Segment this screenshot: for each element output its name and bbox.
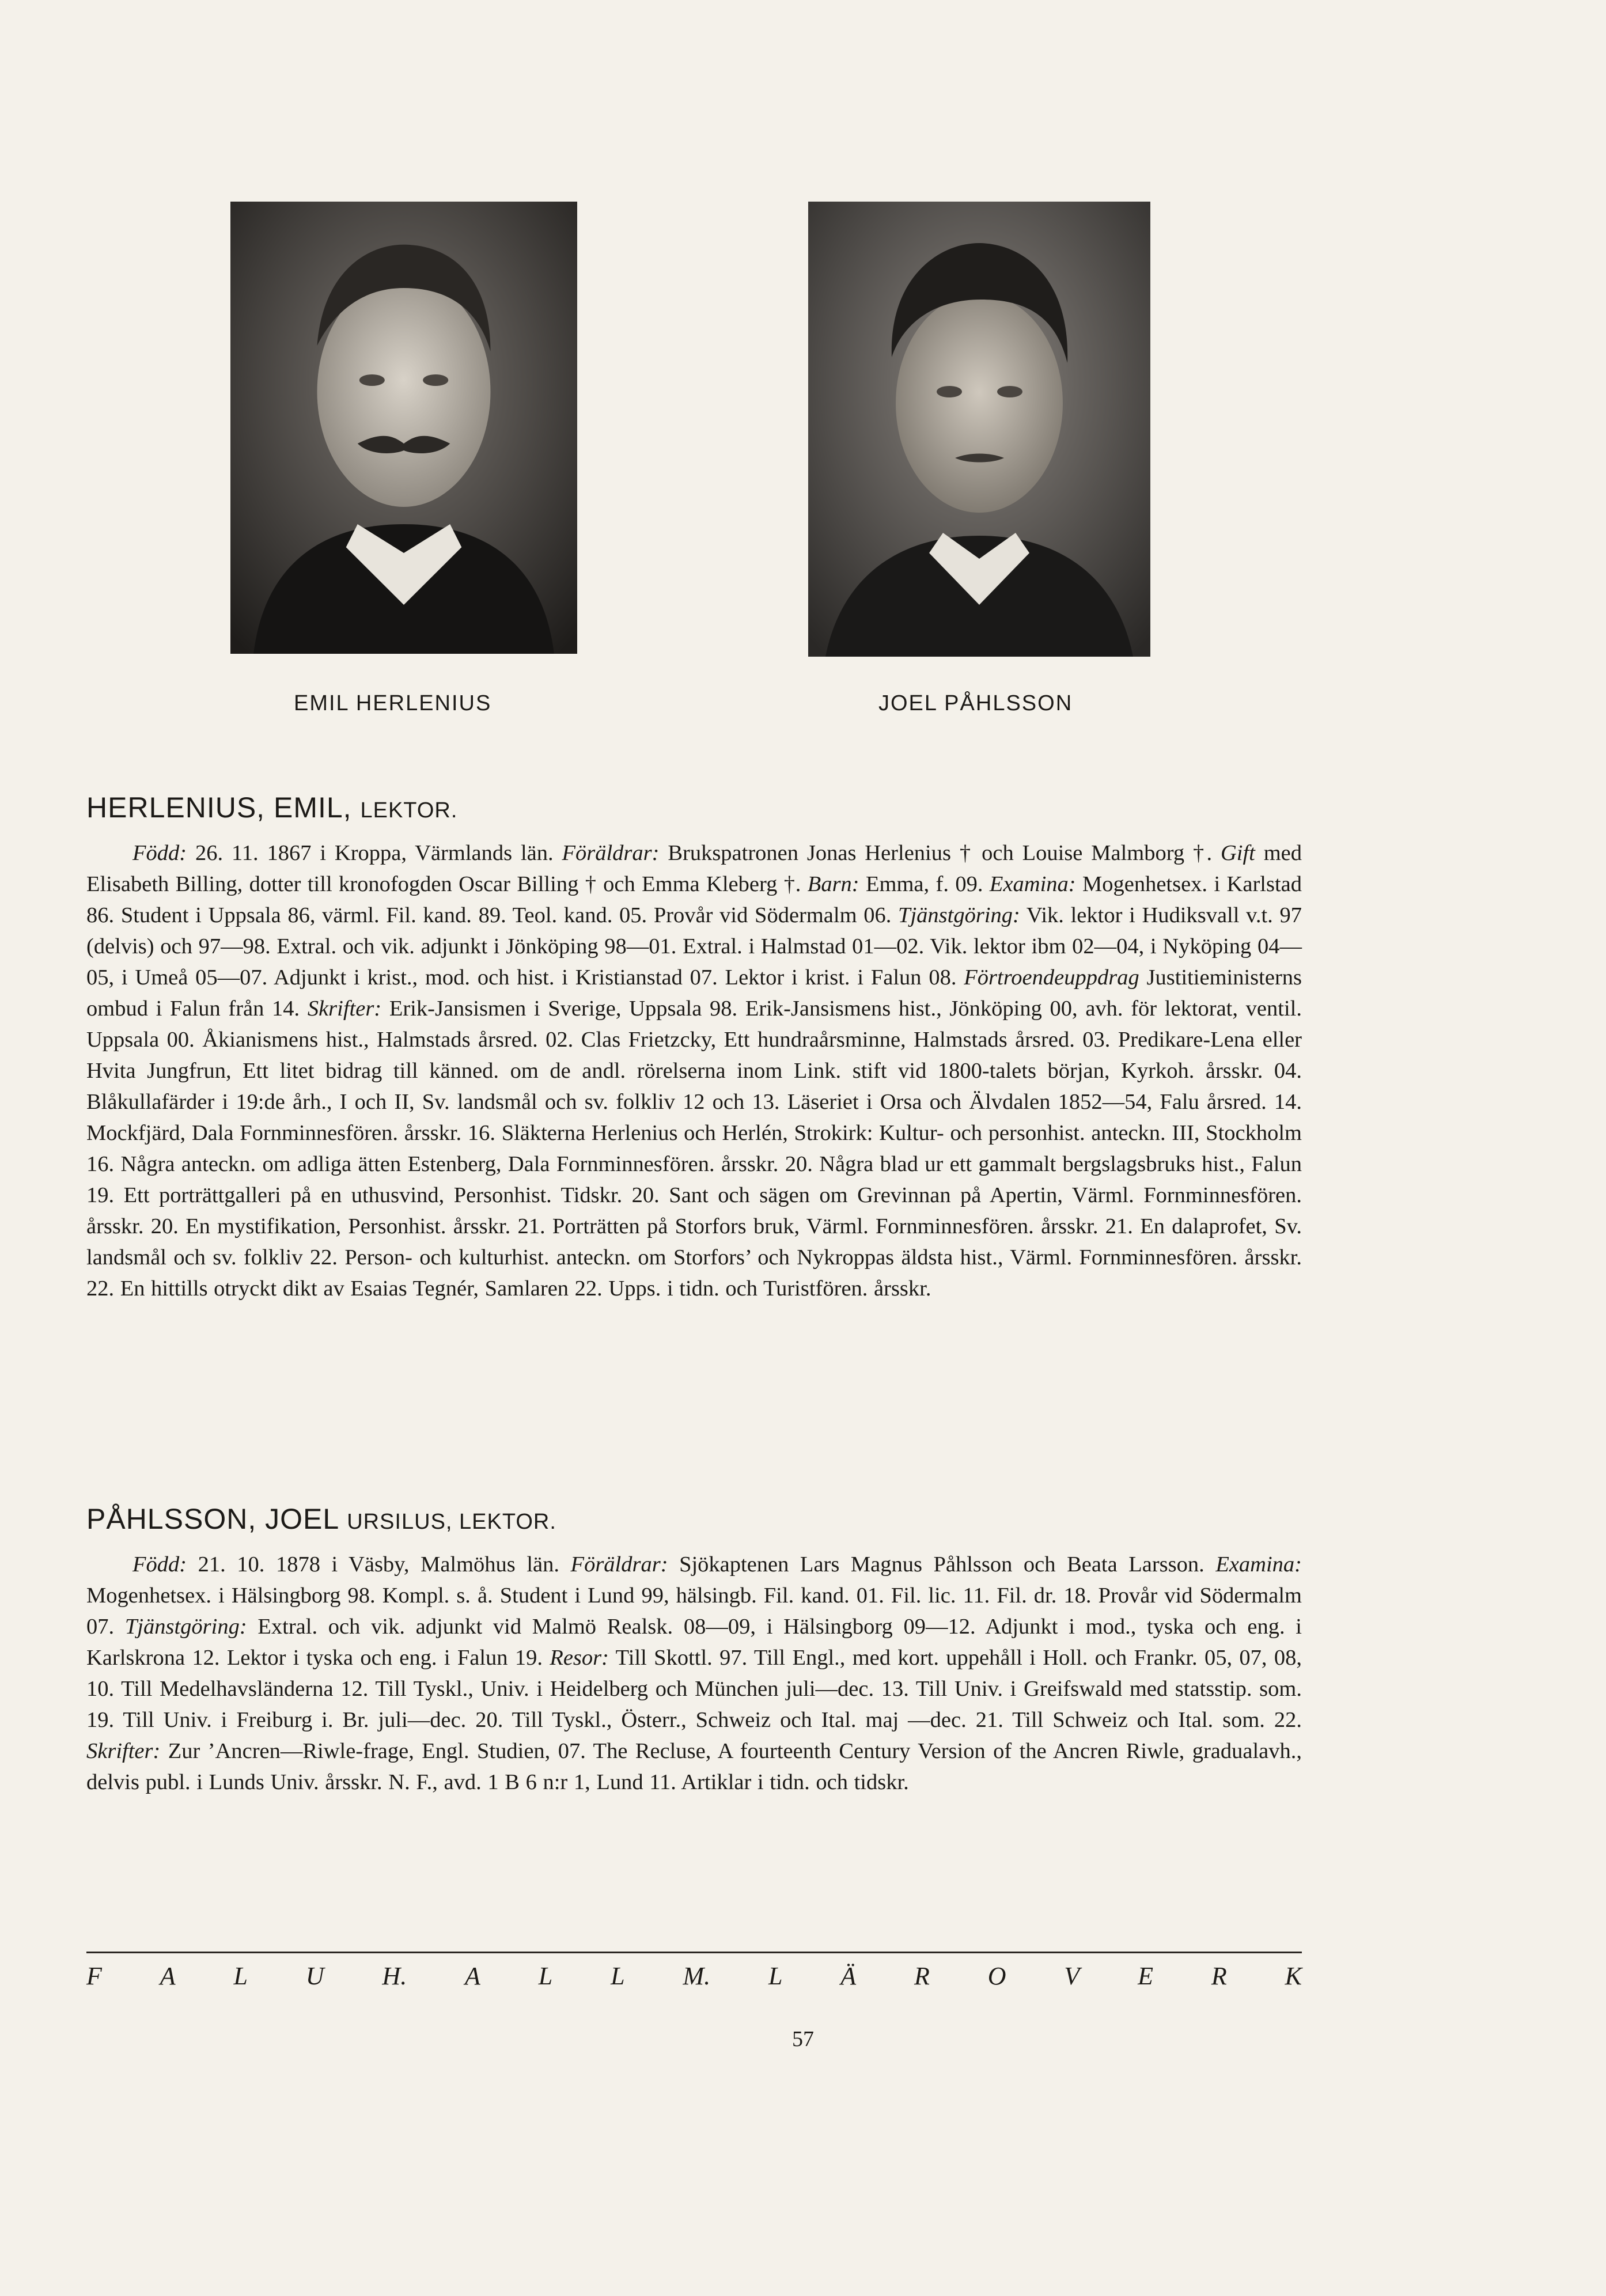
footer-letter: L (768, 1962, 783, 1990)
field-label: Tjänstgöring: (898, 903, 1020, 927)
footer-letter: H. (382, 1962, 407, 1990)
footer-letter: Ä (840, 1962, 857, 1990)
footer-letter: L (233, 1962, 248, 1990)
entry-body (86, 1549, 1302, 1798)
field-label: Resor: (550, 1646, 609, 1670)
biography-entry-herlenius (86, 792, 1302, 1304)
entry-title: URSILUS, LEKTOR. (347, 1510, 556, 1534)
running-footer-title (86, 1961, 1302, 1991)
footer-letter: K (1285, 1962, 1302, 1990)
portrait-photo-herlenius (230, 202, 577, 654)
entry-title: LEKTOR. (360, 798, 458, 823)
field-text: Zur ’Ancren—Riwle-frage, Engl. Studien, 07. The Recluse, A fourteenth Century Version of the Ancren Riwle, gradualavh., delvis publ. i Lunds Univ. årsskr. N. F., avd. 1 B 6 n:r 1, Lund 11. Artiklar i tidn. och tidskr. (86, 1739, 1302, 1794)
portrait-photo-pahlsson (808, 202, 1150, 657)
entry-name: HERLENIUS, EMIL, (86, 791, 352, 824)
field-text: med Elisabeth Billing, dotter till kronofogden Oscar Billing † och Emma Kleberg †. (86, 841, 1302, 896)
footer-letter: R (1211, 1962, 1227, 1990)
field-label: Examina: (989, 872, 1076, 896)
portrait-caption-pahlsson: JOEL PÅHLSSON (878, 691, 1073, 715)
footer-letter: E (1138, 1962, 1153, 1990)
footer-letter: O (987, 1962, 1006, 1990)
field-label: Gift (1220, 841, 1255, 865)
field-text: Extral. och vik. adjunkt vid Malmö Realsk. 08—09, i Hälsingborg 09—12. Adjunkt i mod., tyska och eng. i Karlskrona 12. Lektor i tyska och eng. i Falun 19. (86, 1615, 1302, 1670)
footer-letter: A (160, 1962, 176, 1990)
field-text: 21. 10. 1878 i Väsby, Malmöhus län. (187, 1552, 571, 1577)
biography-entry-pahlsson (86, 1503, 1302, 1798)
field-label: Föräldrar: (562, 841, 660, 865)
footer-letter: A (465, 1962, 480, 1990)
field-label: Examina: (1215, 1552, 1302, 1577)
field-text: Till Skottl. 97. Till Engl., med kort. uppehåll i Holl. och Frankr. 05, 07, 08, 10. Till Medelhavsländerna 12. Till Tyskl., Univ. i Heidelberg och München juli—dec. 13. Till Univ. i Greifswald med statsstip. som. 19. Till Univ. i Freiburg i. Br. juli—dec. 20. Till Tyskl., Österr., Schweiz och Ital. maj —dec. 21. Till Schweiz och Ital. som. 22. (86, 1646, 1302, 1732)
field-text: Erik-Jansismen i Sverige, Uppsala 98. Erik-Jansismens hist., Jönköping 00, avh. för lektorat, ventil. Uppsala 00. Åkianismens hist., Halmstads årsred. 02. Clas Frietzcky, Ett hundraårsminne, Halmstads årsred. 03. Predikare-Lena eller Hvita Jungfrun, Ett litet bidrag till känned. om de andl. rörelserna inom Link. stift vid 1800-talets början, Kyrkoh. årsskr. 04. Blåkullafärder i 19:de årh., I och II, Sv. landsmål och sv. folkliv 12 och 13. Läseriet i Orsa och Älvdalen 1852—54, Falu årsred. 14. Mockfjärd, Dala Fornminnesfören. årsskr. 16. Släkterna Herlenius och Herlén, Strokirk: Kultur- och personhist. anteckn. III, Stockholm 16. Några anteckn. om adliga ätten Estenberg, Dala Fornminnesfören. årsskr. 20. Några blad ur ett gammalt bergslagsbruks hist., Falun 19. Ett porträttgalleri på en uthusvind, Personhist. Tidskr. 20. Sant och sägen om Grevinnan på Apertin, Värml. Fornminnesfören. årsskr. 20. En mystifikation, Personhist. årsskr. 21. Porträtten på Storfors bruk, Värml. Fornminnesfören. årsskr. 21. En dalaprofet, Sv. landsmål och sv. folkliv 22. Person- och kulturhist. anteckn. om Storfors’ och Nykroppas äldsta hist., Värml. Fornminnesfören. årsskr. 22. En hittills otryckt dikt av Esaias Tegnér, Samlaren 22. Upps. i tidn. och Turistfören. årsskr. (86, 997, 1302, 1301)
entry-heading (86, 792, 1302, 824)
field-label: Barn: (807, 872, 859, 896)
field-text: Justitieministerns ombud i Falun från 14. (86, 965, 1302, 1021)
footer-letter: F (86, 1962, 102, 1990)
footer-letter: M. (683, 1962, 711, 1990)
footer-letter: L (611, 1962, 625, 1990)
field-label: Förtroendeuppdrag (964, 965, 1139, 990)
field-text: Vik. lektor i Hudiksvall v.t. 97 (delvis) och 97—98. Extral. och vik. adjunkt i Jönköping 98—01. Extral. i Halmstad 01—02. Vik. lektor ibm 02—04, i Nyköping 04—05, i Umeå 05—07. Adjunkt i krist., mod. och hist. i Kristianstad 07. Lektor i krist. i Falun 08. (86, 903, 1302, 990)
portrait-caption-herlenius: EMIL HERLENIUS (294, 691, 492, 715)
footer-rule (86, 1952, 1302, 1953)
footer-letter: U (305, 1962, 324, 1990)
field-label: Skrifter: (86, 1739, 161, 1763)
field-text: Mogenhetsex. i Karlstad 86. Student i Uppsala 86, värml. Fil. kand. 89. Teol. kand. 05. Provår vid Södermalm 06. (86, 872, 1302, 927)
footer-letter: L (538, 1962, 553, 1990)
page-number: 57 (792, 2027, 814, 2051)
field-text: Brukspatronen Jonas Herlenius † och Louise Malmborg †. (659, 841, 1221, 865)
entry-body (86, 838, 1302, 1304)
field-text: Sjökaptenen Lars Magnus Påhlsson och Beata Larsson. (668, 1552, 1216, 1577)
field-text: Mogenhetsex. i Hälsingborg 98. Kompl. s. å. Student i Lund 99, hälsingb. Fil. kand. 01. Fil. lic. 11. Fil. dr. 18. Provår vid Södermalm 07. (86, 1583, 1302, 1639)
entry-name: PÅHLSSON, JOEL (86, 1503, 339, 1535)
field-text: 26. 11. 1867 i Kroppa, Värmlands län. (187, 841, 562, 865)
field-label: Tjänstgöring: (124, 1615, 247, 1639)
field-label: Född: (132, 1552, 187, 1577)
field-label: Föräldrar: (570, 1552, 668, 1577)
entry-heading (86, 1503, 1302, 1535)
field-label: Skrifter: (307, 997, 382, 1021)
field-text: Emma, f. 09. (859, 872, 990, 896)
footer-letter: R (914, 1962, 930, 1990)
field-label: Född: (132, 841, 187, 865)
footer-letter: V (1064, 1962, 1080, 1990)
